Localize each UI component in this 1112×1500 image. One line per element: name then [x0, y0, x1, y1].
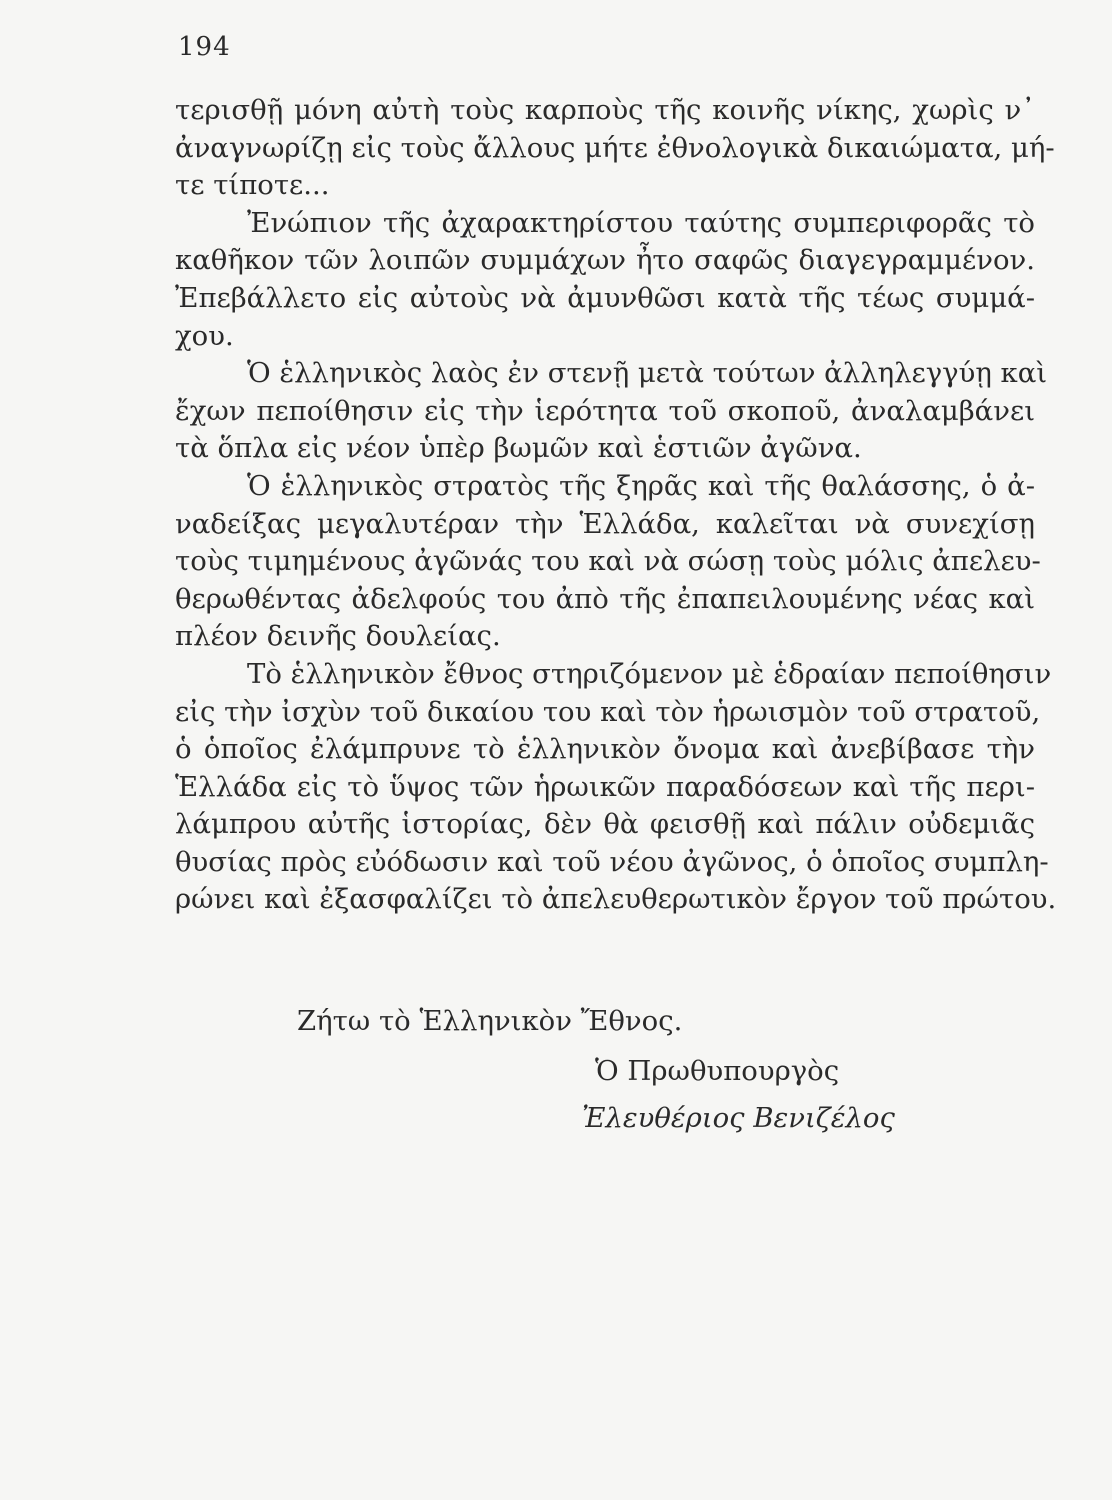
text-line: Ἐνώπιον τῆς ἀχαρακτηρίστου ταύτης συμπεριφορᾶς τὸ	[247, 206, 1035, 239]
text-line: χου.	[175, 319, 234, 352]
text-line: ἀναγνωρίζῃ εἰς τοὺς ἄλλους μήτε ἐθνολογικὰ δικαιώματα, μή-	[175, 131, 1055, 164]
text-line: θυσίας πρὸς εὐόδωσιν καὶ τοῦ νέου ἀγῶνος, ὁ ὁποῖος συμπλη-	[175, 845, 1049, 878]
text-line: Ἐπεβάλλετο εἰς αὐτοὺς νὰ ἀμυνθῶσι κατὰ τῆς τέως συμμά-	[175, 281, 1035, 314]
closing-salutation: Ζήτω τὸ Ἑλληνικὸν Ἔθνος.	[297, 1005, 683, 1037]
text-line: καθῆκον τῶν λοιπῶν συμμάχων ἦτο σαφῶς διαγεγραμμένον.	[175, 244, 1035, 277]
signatory-title: Ὁ Πρωθυπουργὸς	[595, 1055, 840, 1087]
text-line: Ὁ ἑλληνικὸς στρατὸς τῆς ξηρᾶς καὶ τῆς θαλάσσης, ὁ ἀ-	[247, 469, 1035, 502]
text-line: ἔχων πεποίθησιν εἰς τὴν ἱερότητα τοῦ σκοποῦ, ἀναλαμβάνει	[175, 394, 1035, 427]
text-line: Ὁ ἑλληνικὸς λαὸς ἐν στενῇ μετὰ τούτων ἀλληλεγγύῃ καὶ	[247, 357, 1048, 390]
text-line: πλέον δεινῆς δουλείας.	[175, 620, 501, 653]
text-line: τὰ ὅπλα εἰς νέον ὑπὲρ βωμῶν καὶ ἑστιῶν ἀγῶνα.	[175, 432, 862, 465]
text-line: ὁ ὁποῖος ἐλάμπρυνε τὸ ἑλληνικὸν ὄνομα καὶ ἀνεβίβασε τὴν	[175, 733, 1035, 766]
text-line: τερισθῇ μόνη αὐτὴ τοὺς καρποὺς τῆς κοινῆς νίκης, χωρὶς ν᾽	[175, 94, 1035, 126]
text-line: Τὸ ἑλληνικὸν ἔθνος στηριζόμενον μὲ ἑδραίαν πεποίθησιν	[247, 657, 1052, 690]
text-line: τοὺς τιμημένους ἀγῶνάς του καὶ νὰ σώσῃ τοὺς μόλις ἀπελευ-	[175, 545, 1041, 578]
text-line: θερωθέντας ἀδελφούς του ἀπὸ τῆς ἐπαπειλουμένης νέας καὶ	[175, 582, 1035, 615]
text-line: λάμπρου αὐτῆς ἱστορίας, δὲν θὰ φεισθῇ καὶ πάλιν οὐδεμιᾶς	[175, 808, 1035, 841]
text-line: ρώνει καὶ ἐξασφαλίζει τὸ ἀπελευθερωτικὸν ἔργον τοῦ πρώτου.	[175, 883, 1057, 916]
body-text	[175, 92, 1057, 919]
page-number: 194	[178, 32, 231, 62]
text-line: εἰς τὴν ἰσχὺν τοῦ δικαίου του καὶ τὸν ἡρωισμὸν τοῦ στρατοῦ,	[175, 695, 1041, 728]
signatory-name: Ἐλευθέριος Βενιζέλος	[582, 1102, 895, 1134]
text-line: Ἑλλάδα εἰς τὸ ὕψος τῶν ἡρωικῶν παραδόσεων καὶ τῆς περι-	[175, 770, 1035, 803]
text-line: τε τίποτε...	[175, 169, 330, 202]
text-line: ναδείξας μεγαλυτέραν τὴν Ἑλλάδα, καλεῖται νὰ συνεχίσῃ	[175, 507, 1035, 540]
